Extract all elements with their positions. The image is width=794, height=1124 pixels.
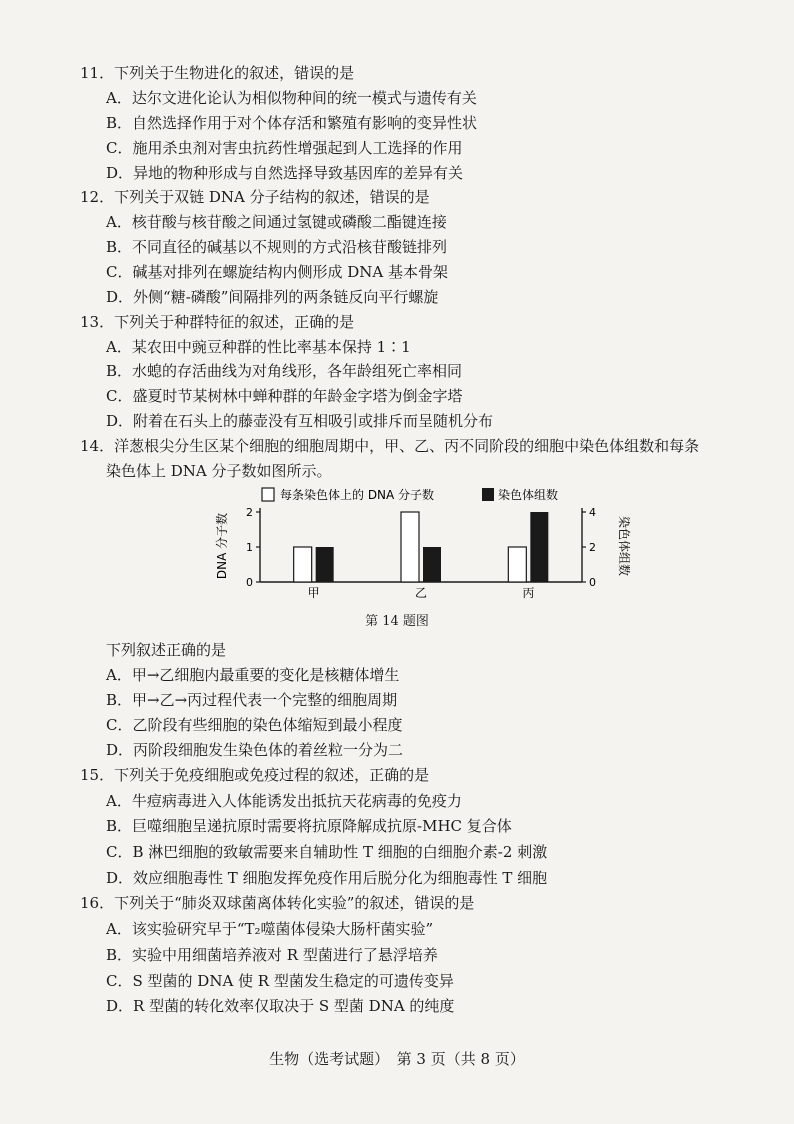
legend-swatch-dna xyxy=(262,488,274,501)
question-15-option-b: B．巨噬细胞呈递抗原时需要将抗原降解成抗原-MHC 复合体 xyxy=(106,817,512,835)
question-13-option-b: B．水螅的存活曲线为对角线形，各年龄组死亡率相同 xyxy=(106,362,463,380)
question-16-option-b: B．实验中用细菌培养液对 R 型菌进行了悬浮培养 xyxy=(106,946,438,964)
bar-dna-3 xyxy=(508,547,526,582)
y-right-tick-label: 2 xyxy=(589,541,596,554)
question-11-option-d: D．异地的物种形成与自然选择导致基因库的差异有关 xyxy=(106,164,464,182)
bar-chromosome-sets-1 xyxy=(316,547,334,582)
y-right-tick-label: 0 xyxy=(589,576,596,589)
bar-chromosome-sets-2 xyxy=(423,547,441,582)
question-15-option-d: D．效应细胞毒性 T 细胞发挥免疫作用后脱分化为细胞毒性 T 细胞 xyxy=(106,869,548,887)
y-left-tick-label: 2 xyxy=(246,506,253,519)
question-14-stem: 14．洋葱根尖分生区某个细胞的细胞周期中，甲、乙、丙不同阶段的细胞中染色体组数和每条 xyxy=(80,437,700,455)
question-11-stem: 11．下列关于生物进化的叙述，错误的是 xyxy=(80,64,355,82)
question-12-option-a: A．核苷酸与核苷酸之间通过氢键或磷酸二酯键连接 xyxy=(106,213,447,231)
question-14-option-a: A．甲→乙细胞内最重要的变化是核糖体增生 xyxy=(106,666,400,684)
question-14-lead: 下列叙述正确的是 xyxy=(106,641,227,659)
x-category-label: 乙 xyxy=(414,586,428,600)
question-14-option-b: B．甲→乙→丙过程代表一个完整的细胞周期 xyxy=(106,691,398,709)
question-14-chart-caption: 第 14 题图 xyxy=(365,614,429,629)
question-15-option-c: C．B 淋巴细胞的致敏需要来自辅助性 T 细胞的白细胞介素-2 刺激 xyxy=(106,843,548,861)
question-13-option-a: A．某农田中豌豆种群的性比率基本保持 1∶1 xyxy=(106,338,411,356)
bar-dna-2 xyxy=(401,512,419,582)
x-category-label: 丙 xyxy=(522,586,535,600)
question-14-chart xyxy=(200,482,640,622)
y-left-tick-label: 1 xyxy=(246,541,253,554)
question-12-option-c: C．碱基对排列在螺旋结构内侧形成 DNA 基本骨架 xyxy=(106,263,448,281)
bar-chromosome-sets-3 xyxy=(530,512,548,582)
y-axis-left-title: DNA 分子数 xyxy=(215,512,229,580)
question-15-option-a: A．牛痘病毒进入人体能诱发出抵抗天花病毒的免疫力 xyxy=(106,792,462,810)
question-12-stem: 12．下列关于双链 DNA 分子结构的叙述，错误的是 xyxy=(80,188,430,206)
question-11-option-b: B．自然选择作用于对个体存活和繁殖有影响的变异性状 xyxy=(106,114,478,132)
question-14-stem-continued: 染色体上 DNA 分子数如图所示。 xyxy=(106,462,332,480)
question-16-option-c: C．S 型菌的 DNA 使 R 型菌发生稳定的可遗传变异 xyxy=(106,972,454,990)
legend-label-chromosome-sets: 染色体组数 xyxy=(498,488,559,502)
question-14-option-c: C．乙阶段有些细胞的染色体缩短到最小程度 xyxy=(106,716,403,734)
question-16-option-a: A．该实验研究早于“T₂噬菌体侵染大肠杆菌实验” xyxy=(106,920,434,938)
question-13-option-c: C．盛夏时节某树林中蝉种群的年龄金字塔为倒金字塔 xyxy=(106,387,463,405)
question-13-option-d: D．附着在石头上的藤壶没有互相吸引或排斥而呈随机分布 xyxy=(106,412,494,430)
question-11-option-a: A．达尔文进化论认为相似物种间的统一模式与遗传有关 xyxy=(106,89,477,107)
question-11-option-c: C．施用杀虫剂对害虫抗药性增强起到人工选择的作用 xyxy=(106,139,463,157)
x-category-label: 甲 xyxy=(307,586,320,600)
y-left-tick-label: 0 xyxy=(246,576,253,589)
question-13-stem: 13．下列关于种群特征的叙述，正确的是 xyxy=(80,313,355,331)
question-15-stem: 15．下列关于免疫细胞或免疫过程的叙述，正确的是 xyxy=(80,766,430,784)
question-14-option-d: D．丙阶段细胞发生染色体的着丝粒一分为二 xyxy=(106,741,404,759)
page-footer: 生物（选考试题） 第 3 页（共 8 页） xyxy=(269,1050,525,1068)
legend-label-dna: 每条染色体上的 DNA 分子数 xyxy=(280,488,435,502)
question-12-option-d: D．外侧“糖-磷酸”间隔排列的两条链反向平行螺旋 xyxy=(106,288,439,306)
legend-swatch-chromosome-sets xyxy=(482,488,494,501)
bar-dna-1 xyxy=(294,547,312,582)
question-16-option-d: D．R 型菌的转化效率仅取决于 S 型菌 DNA 的纯度 xyxy=(106,997,455,1015)
question-12-option-b: B．不同直径的碱基以不规则的方式沿核苷酸链排列 xyxy=(106,238,448,256)
bar-chart-svg xyxy=(200,482,640,622)
y-axis-right-title: 染色体组数 xyxy=(617,515,631,577)
question-16-stem: 16．下列关于“肺炎双球菌离体转化实验”的叙述，错误的是 xyxy=(80,894,475,912)
y-right-tick-label: 4 xyxy=(589,506,596,519)
